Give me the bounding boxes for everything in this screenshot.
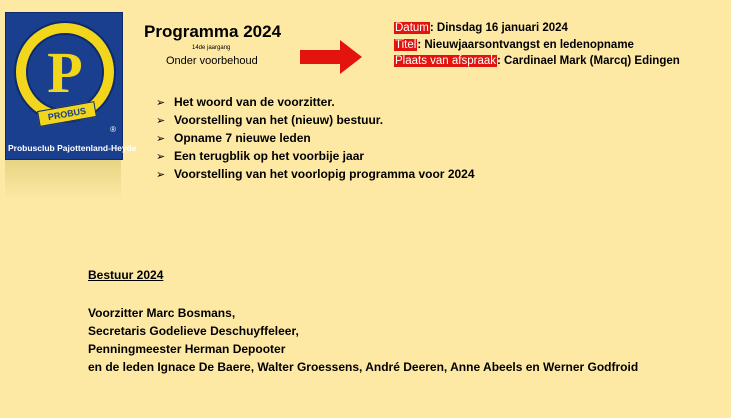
event-title: [394, 37, 680, 54]
date-value: : Dinsdag 16 januari 2024: [429, 22, 568, 34]
logo-reflection: [5, 160, 121, 200]
event-place: [394, 53, 680, 70]
arrow-bullet-icon: ➢: [156, 133, 166, 145]
date-label: Datum: [395, 22, 429, 34]
title-value: : Nieuwjaarsontvangst en ledenopname: [417, 38, 634, 51]
probus-logo: [5, 12, 137, 160]
right-arrow-icon: [300, 40, 362, 74]
agenda-list: [156, 93, 475, 183]
logo-banner: PROBUS: [37, 101, 97, 127]
list-item: ➢ Het woord van de voorzitter.: [156, 93, 475, 111]
bestuur-line: en de leden Ignace De Baere, Walter Groessens, André Deeren, Anne Abeels en Werner Godfroid: [88, 360, 639, 374]
bestuur-line: Voorzitter Marc Bosmans,: [88, 306, 236, 320]
registered-mark: ®: [110, 125, 116, 134]
list-item: ➢ Opname 7 nieuwe leden: [156, 129, 475, 147]
bestuur-list: [88, 304, 638, 376]
list-item: ➢ Voorstelling van het voorlopig programma voor 2024: [156, 165, 475, 183]
arrow-bullet-icon: ➢: [156, 151, 166, 163]
bestuur-title: Bestuur 2024: [88, 268, 164, 282]
bestuur-line: Secretaris Godelieve Deschuyffeleer,: [88, 324, 299, 338]
bestuur-line: Penningmeester Herman Depooter: [88, 342, 286, 356]
event-date: [394, 20, 680, 37]
arrow-bullet-icon: ➢: [156, 169, 166, 181]
logo-letter: P: [47, 40, 83, 105]
logo-ring-inner: [26, 33, 104, 111]
program-year-note: 14de jaargang: [192, 45, 231, 51]
place-label: Plaats van afspraak: [395, 55, 497, 67]
title-label: Titel: [395, 38, 417, 51]
list-item: ➢ Voorstelling van het (nieuw) bestuur.: [156, 111, 475, 129]
place-value: : Cardinael Mark (Marcq) Edingen: [497, 55, 680, 67]
arrow-bullet-icon: ➢: [156, 97, 166, 109]
program-note: Onder voorbehoud: [166, 55, 258, 67]
arrow-bullet-icon: ➢: [156, 115, 166, 127]
list-item: ➢ Een terugblik op het voorbije jaar: [156, 147, 475, 165]
event-info: [394, 20, 680, 70]
program-title: Programma 2024: [144, 22, 282, 41]
club-name: Probusclub Pajottenland-Heyde: [8, 143, 137, 153]
